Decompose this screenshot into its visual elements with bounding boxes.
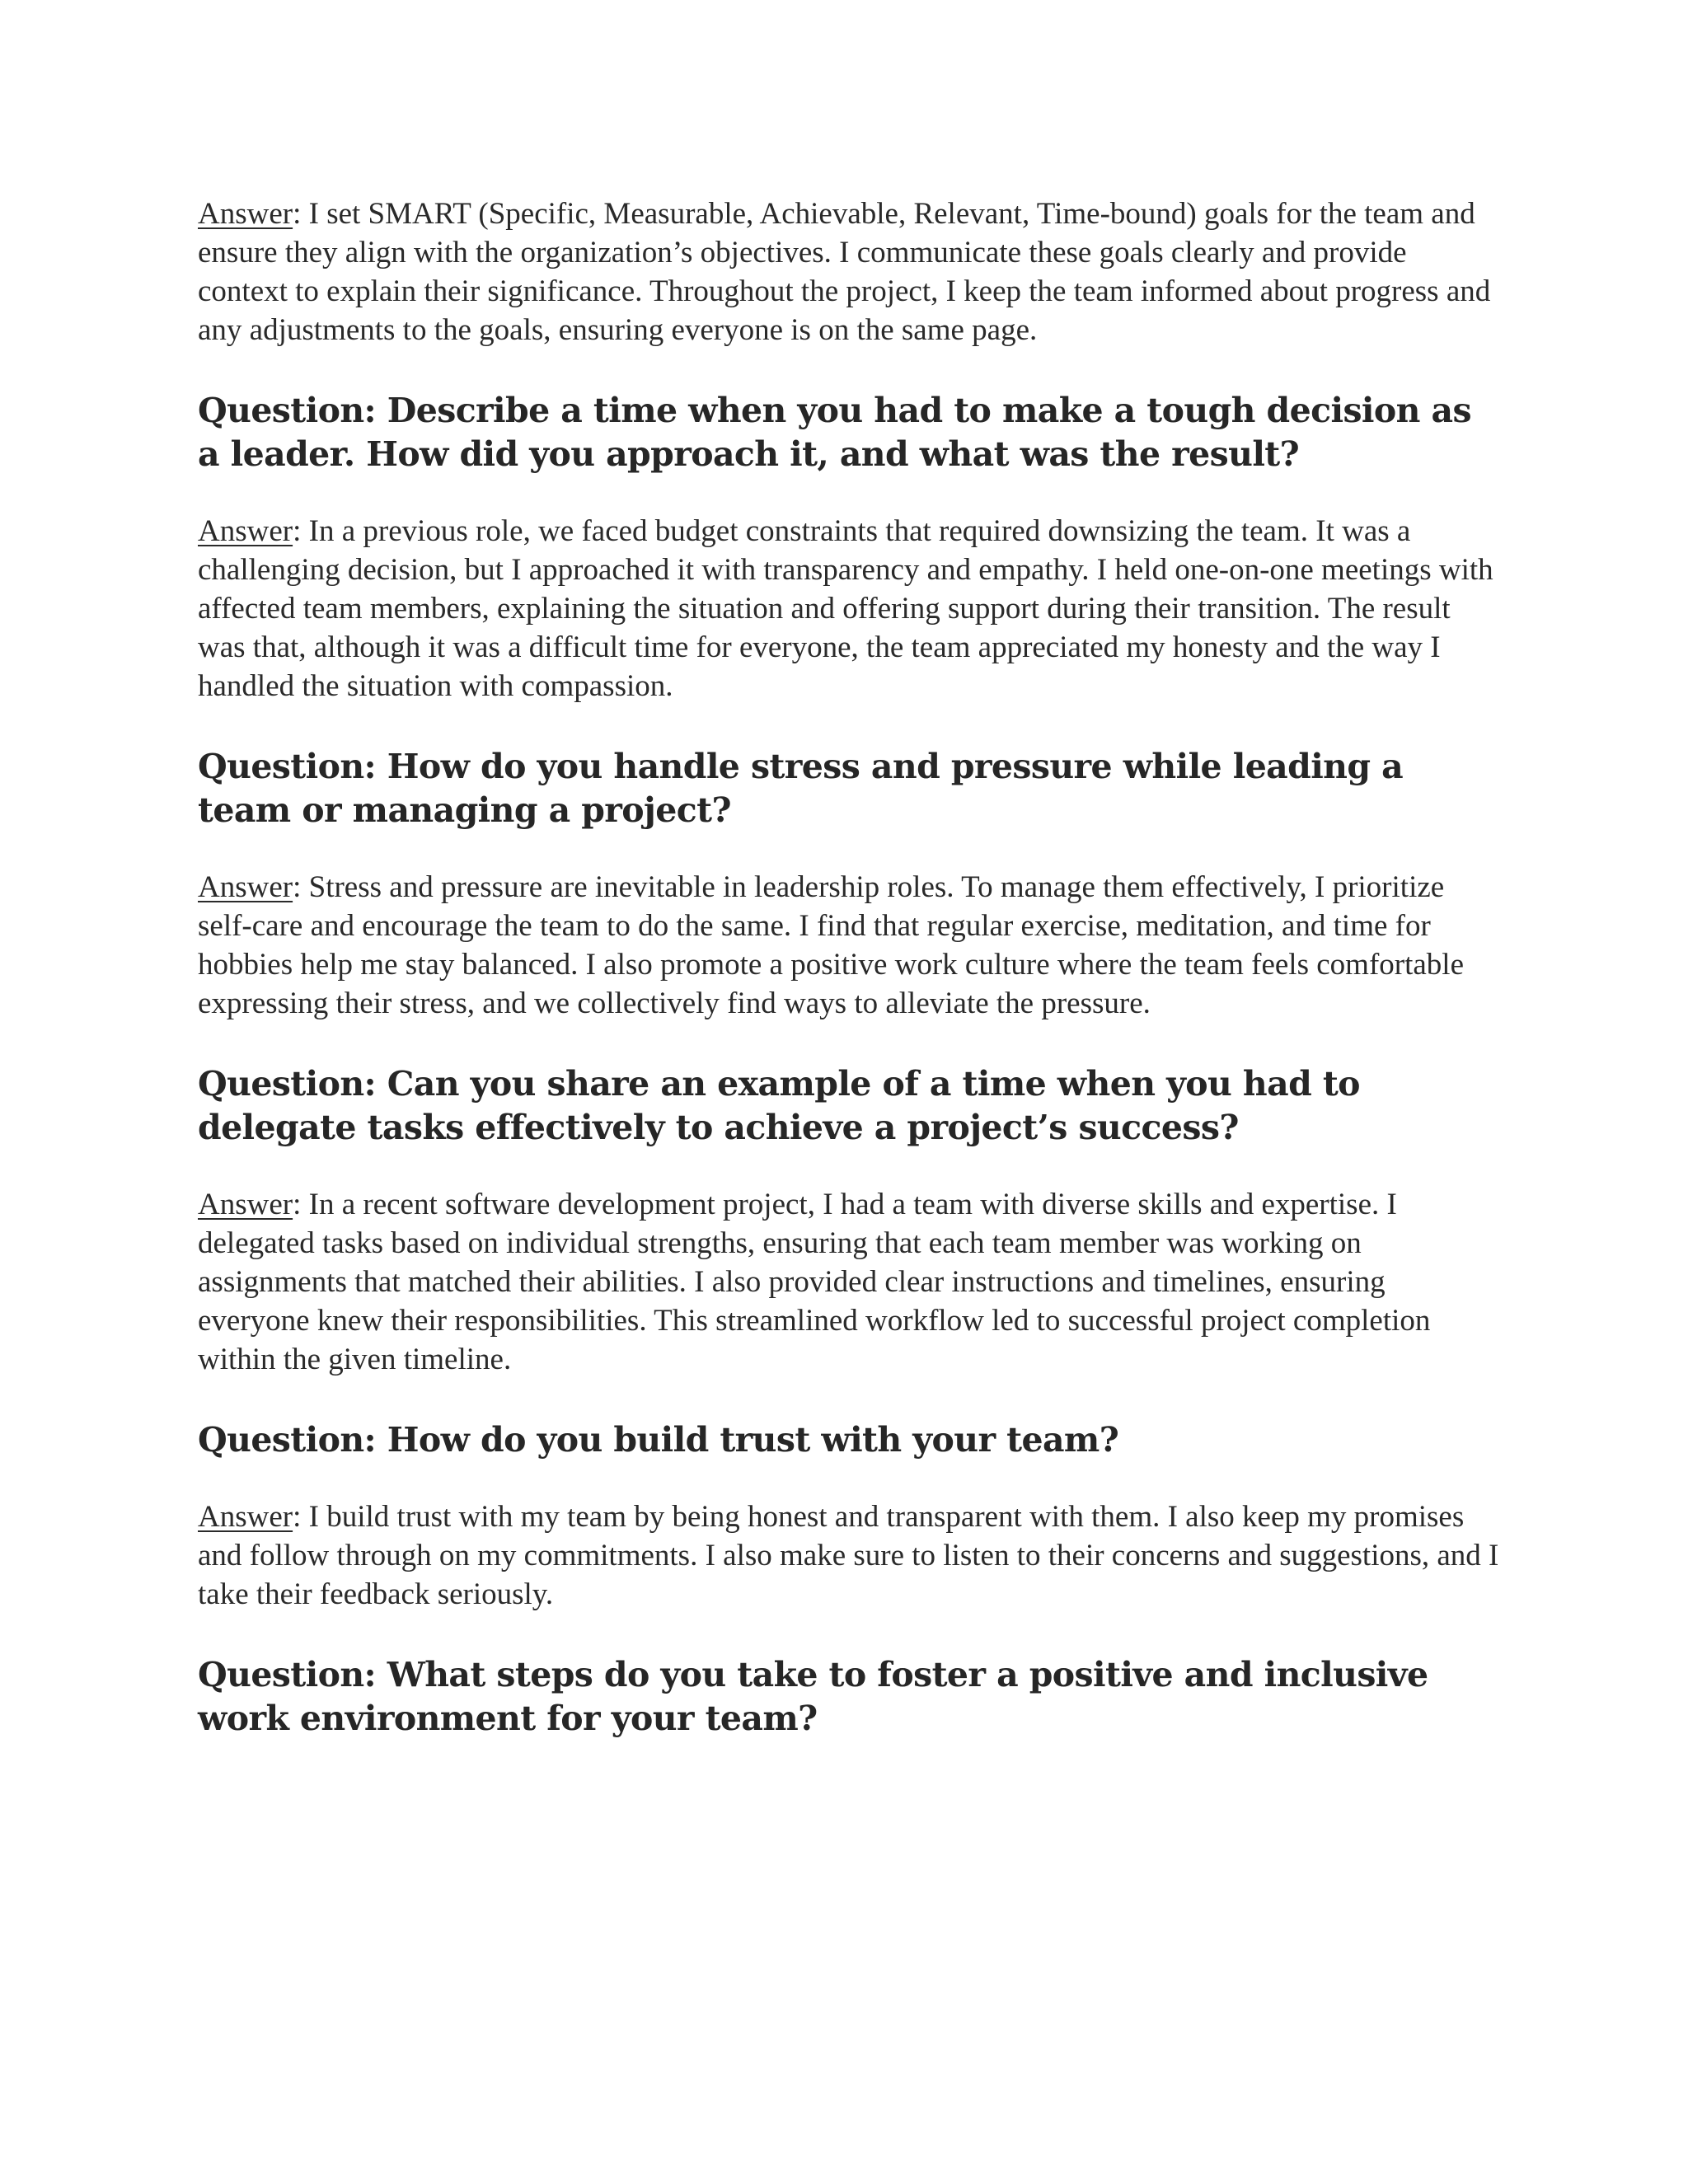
question-heading: Question: What steps do you take to foster a positive and inclusive work environment for your team? — [198, 1655, 1428, 1738]
answer-paragraph — [198, 194, 1500, 349]
answer-text: : I set SMART (Specific, Measurable, Achievable, Relevant, Time-bound) goals for the team and ensure they align with the organization’s objectives. I communicate these goals clearly and provide context to explain their significance. Throughout the project, I keep the team informed about progress and any adjustments to the goals, ensuring everyone is on the same page. — [198, 197, 1491, 347]
answer-paragraph — [198, 868, 1500, 1023]
answer-label: Answer — [198, 197, 293, 231]
answer-label: Answer — [198, 514, 293, 548]
question-heading: Question: Can you share an example of a time when you had to delegate tasks effectively to achieve a project’s success? — [198, 1064, 1360, 1147]
answer-label: Answer — [198, 1188, 293, 1221]
question-heading: Question: Describe a time when you had to make a tough decision as a leader. How did you approach it, and what was the result? — [198, 391, 1471, 474]
answer-text: : In a previous role, we faced budget constraints that required downsizing the team. It was a challenging decision, but I approached it with transparency and empathy. I held one-on-one meetings with affected team members, explaining the situation and offering support during their transition. The result was that, although it was a difficult time for everyone, the team appreciated my honesty and the way I handled the situation with compassion. — [198, 514, 1493, 703]
answer-paragraph — [198, 512, 1500, 705]
answer-label: Answer — [198, 870, 293, 904]
answer-text: : Stress and pressure are inevitable in leadership roles. To manage them effectively, I prioritize self-care and encourage the team to do the same. I find that regular exercise, meditation, and time for hobbies help me stay balanced. I also promote a positive work culture where the team feels comfortable expressing their stress, and we collectively find ways to alleviate the pressure. — [198, 870, 1464, 1020]
answer-text: : In a recent software development project, I had a team with diverse skills and expertise. I delegated tasks based on individual strengths, ensuring that each team member was working on assignments that matched their abilities. I also provided clear instructions and timelines, ensuring everyone knew their responsibilities. This streamlined workflow led to successful project completion within the given timeline. — [198, 1188, 1431, 1376]
document-page — [198, 194, 1500, 1776]
question-heading: Question: How do you handle stress and pressure while leading a team or managing a project? — [198, 747, 1404, 830]
answer-text: : I build trust with my team by being honest and transparent with them. I also keep my promises and follow through on my commitments. I also make sure to listen to their concerns and suggestions, and I take their feedback seriously. — [198, 1500, 1499, 1611]
answer-paragraph — [198, 1497, 1500, 1614]
question-heading: Question: How do you build trust with your team? — [198, 1420, 1119, 1460]
answer-paragraph — [198, 1185, 1500, 1379]
answer-label: Answer — [198, 1500, 293, 1534]
